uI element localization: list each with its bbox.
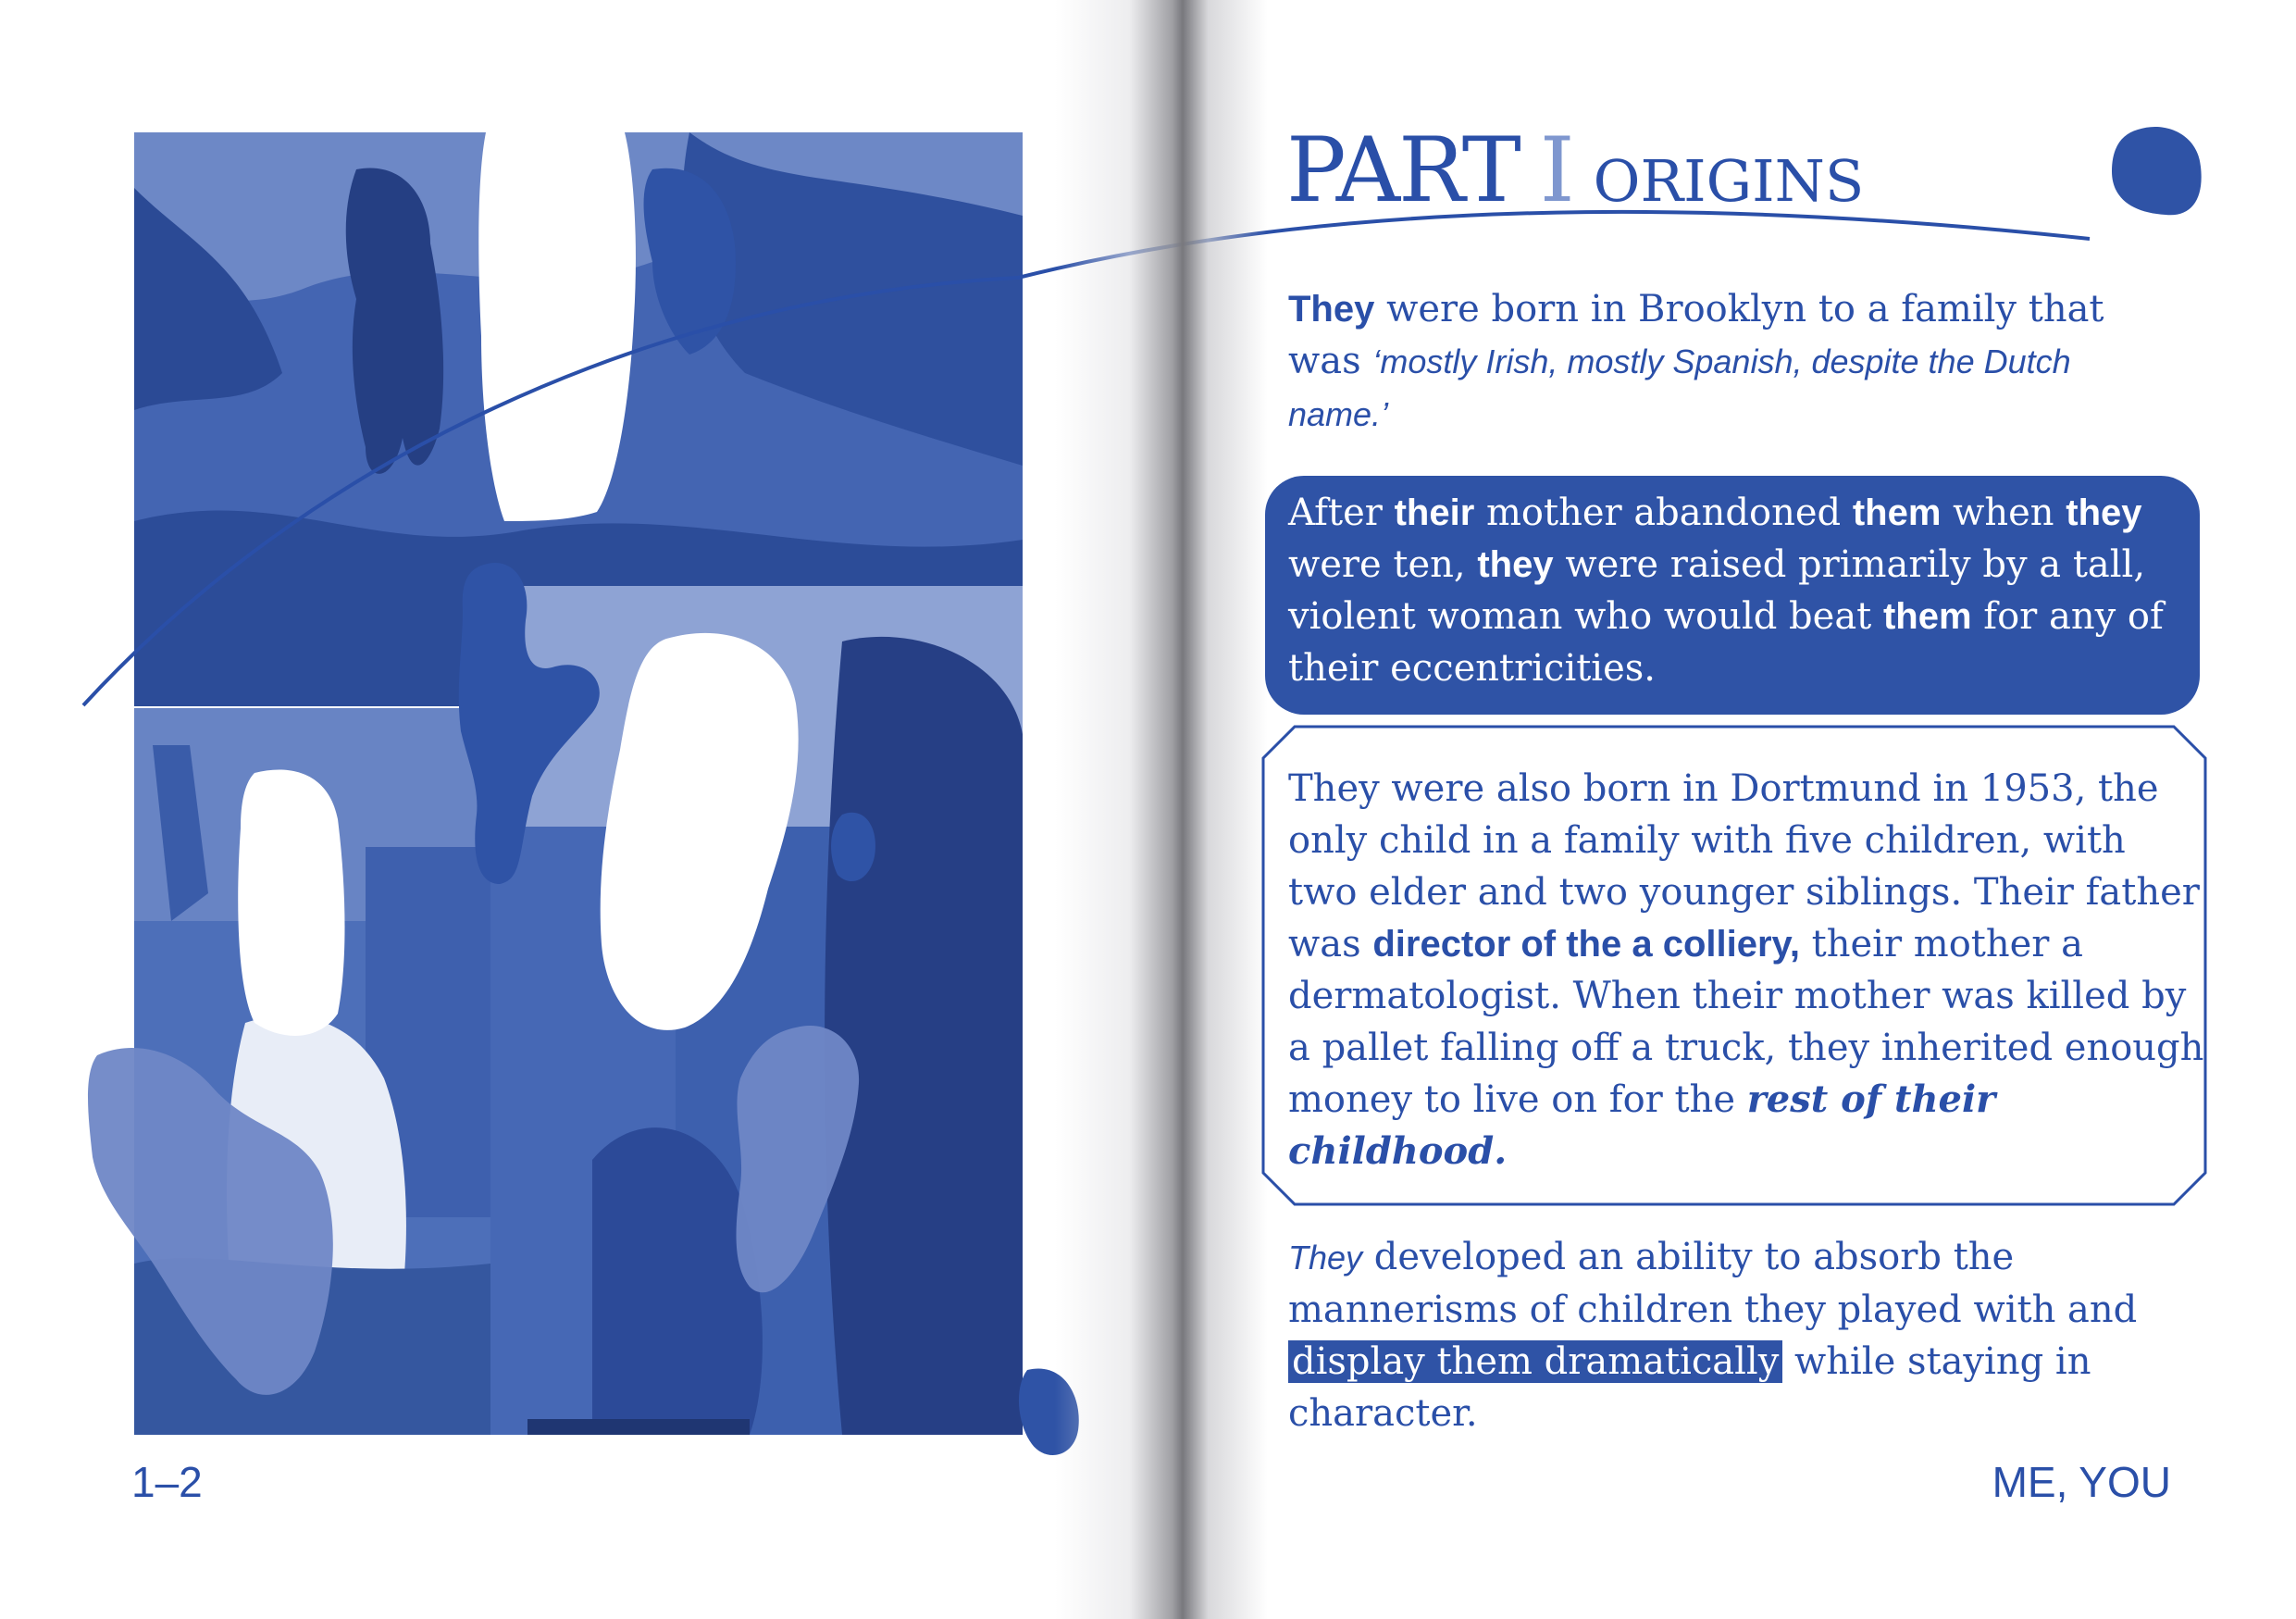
- p2-text-2: mother abandoned: [1474, 492, 1853, 534]
- page-number-left: 1–2: [131, 1458, 203, 1506]
- p3-text-3: their mother a dermatologist. When their mother was killed by a pallet falling off a truck, they inherited enough money to live on for the: [1288, 923, 2204, 1121]
- p3-text-2: in 1953, the only child in a family with five children, with two elder and two younger siblings. Their father was: [1288, 767, 2200, 965]
- p1-quote: ‘mostly Irish, mostly Spanish, despite the Dutch name.’: [1288, 342, 2071, 433]
- paragraph-4: [1288, 1231, 2214, 1439]
- p2-text-1: After: [1288, 492, 1395, 534]
- running-footer-right: ME, YOU: [1992, 1458, 2171, 1506]
- chapter-title: [1286, 118, 1864, 222]
- title-number: I: [1539, 118, 1575, 222]
- p3-text-1: They were also born in: [1288, 767, 1731, 810]
- photo-collage: [134, 132, 1023, 1435]
- p4-text-1: developed an ability to absorb the mannerisms of children they played with and: [1288, 1236, 2138, 1331]
- p3-emphasis-director: director of the a colliery,: [1372, 924, 1800, 965]
- paragraph-2: [1288, 487, 2195, 694]
- p2-text-6: for any of their eccentricities.: [1288, 595, 2164, 690]
- p2-emphasis-they-1: they: [2066, 492, 2142, 533]
- p1-emphasis-they: They: [1288, 289, 1375, 330]
- p2-text-5: were raised primarily by a tall, violent woman who would beat: [1288, 543, 2146, 638]
- paragraph-3: [1288, 763, 2204, 1177]
- p2-text-3: when: [1941, 492, 2066, 534]
- book-gutter-shadow: [1055, 0, 1268, 1619]
- p2-text-4: were ten,: [1288, 543, 1478, 586]
- p2-emphasis-them-2: them: [1882, 596, 1972, 637]
- p2-emphasis-them: them: [1852, 492, 1942, 533]
- p4-highlight: display them dramatically: [1288, 1340, 1782, 1383]
- title-part: PART: [1286, 118, 1520, 222]
- p3-city: Dortmund: [1730, 767, 1921, 810]
- title-subtitle: ORIGINS: [1593, 147, 1865, 215]
- p4-text-2: while staying in character.: [1288, 1340, 2091, 1435]
- p2-emphasis-they-2: they: [1477, 544, 1554, 585]
- photo-child-with-adult: [490, 586, 1023, 1435]
- paragraph-1: [1288, 283, 2177, 441]
- p3-emphasis-childhood: rest of their childhood.: [1288, 1077, 1996, 1173]
- p2-emphasis-their: their: [1394, 492, 1475, 533]
- p4-emphasis-they: They: [1288, 1239, 1363, 1277]
- photo-child-seated: [134, 708, 490, 1435]
- p1-text: were born in Brooklyn to a family that was: [1288, 288, 2104, 382]
